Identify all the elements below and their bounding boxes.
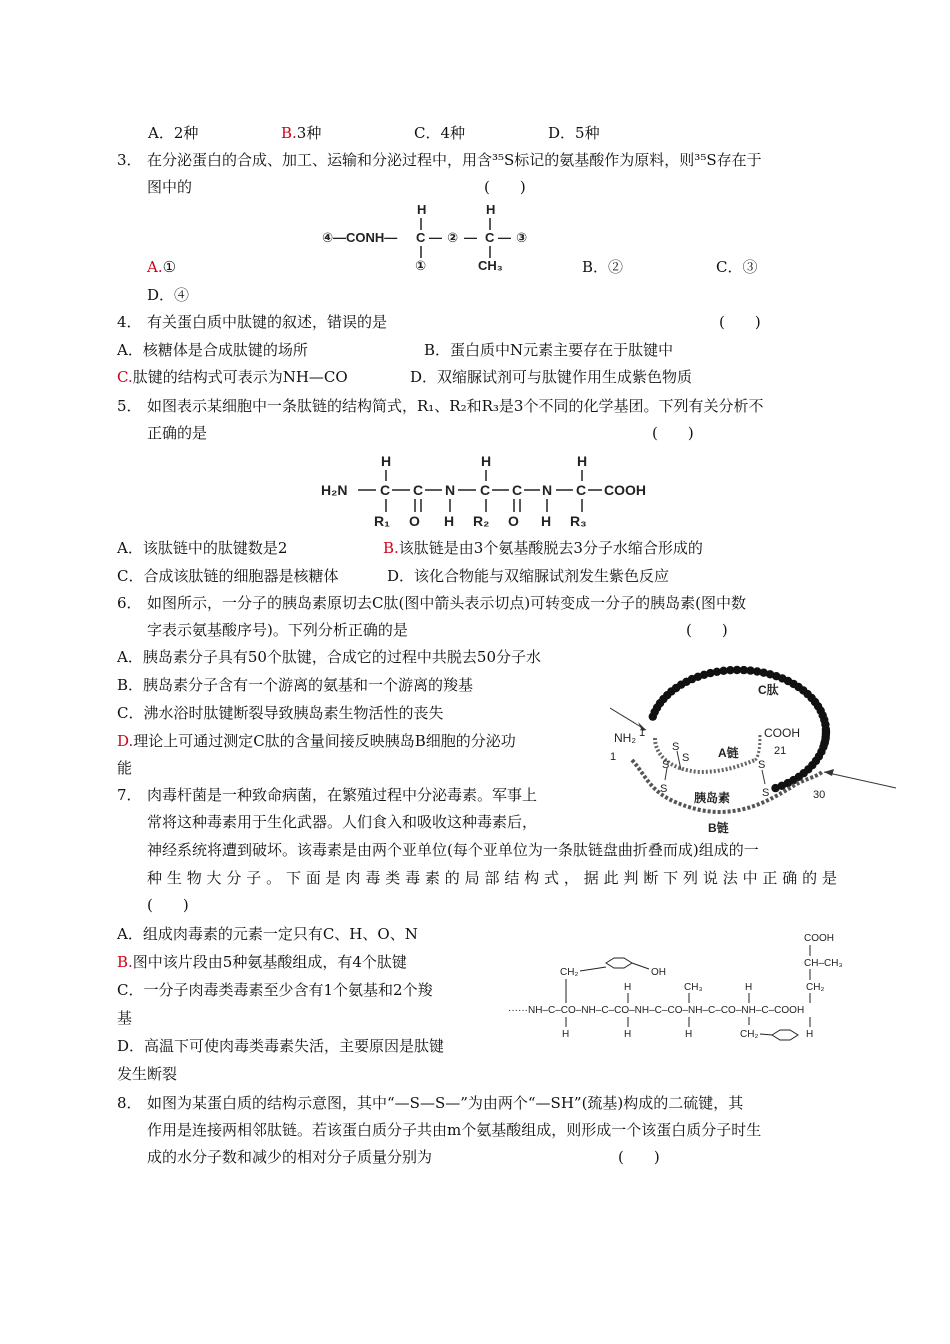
q6-option-d-continued: 能 [117, 759, 133, 777]
q6-option-a: A．胰岛素分子具有50个肽键，合成它的过程中共脱去50分子水 [117, 648, 542, 666]
toxin-phenol-ring [606, 958, 632, 968]
q5-option-b [383, 538, 703, 558]
q8-stem-line1: 如图为某蛋白质的结构示意图，其中“—S—S—”为由两个“—SH”(巯基)构成的二硫键，其 [147, 1094, 744, 1112]
q5-r2: R₂ [473, 513, 490, 529]
q5-r3: R₃ [570, 513, 587, 529]
fig-21-label: 21 [774, 745, 787, 757]
q5-c-5: C [576, 482, 587, 498]
q5-h-2: H [481, 453, 492, 469]
toxin-h-6: H [806, 1029, 814, 1040]
a-chain-path [655, 738, 755, 772]
fig-nh2-label: NH₂ [614, 731, 636, 745]
q6-insulin-figure [610, 660, 900, 840]
q8-answer-paren: ( ) [618, 1148, 660, 1166]
q6-option-d-text: 理论上可通过测定C肽的含量间接反映胰岛B细胞的分泌功 [133, 732, 516, 750]
q5-h-3: H [577, 453, 588, 469]
q5-c-1: C [380, 482, 391, 498]
toxin-ch2-1: CH₂ [560, 967, 579, 978]
q4-option-c-letter: C. [117, 368, 133, 386]
q7-option-d-continued: 发生断裂 [117, 1065, 178, 1083]
fig-s-6: S [762, 787, 770, 799]
q3-struct-h2: H [486, 202, 496, 217]
fig-b-chain-label: B链 [708, 821, 729, 835]
q6-option-b: B．胰岛素分子含有一个游离的氨基和一个游离的羧基 [117, 676, 474, 694]
q6-stem-line2: 字表示氨基酸序号)。下列分析正确的是 [147, 621, 408, 639]
toxin-ch2-2: CH₂ [806, 982, 825, 993]
q8-stem-line2: 作用是连接两相邻肽链。若该蛋白质分子共由m个氨基酸组成，则形成一个该蛋白质分子时生 [147, 1121, 762, 1139]
q5-peptide-structure [318, 450, 668, 532]
q3-number: 3． [117, 151, 142, 169]
toxin-ch3: CH₃ [684, 982, 703, 993]
q6-stem-line1: 如图所示，一分子的胰岛素原切去C肽(图中箭头表示切点)可转变成一分子的胰岛素(图中数 [147, 594, 747, 612]
q3-struct-c-right: C [485, 230, 495, 245]
fig-c-peptide-label: C肽 [758, 683, 779, 697]
q7-number: 7． [117, 786, 142, 804]
q3-option-a [147, 257, 176, 277]
q7-option-b-letter: B. [117, 953, 133, 971]
q8-stem-line3: 成的水分子数和减少的相对分子质量分别为 [147, 1148, 433, 1166]
c-peptide-bead-chain [649, 666, 831, 793]
q7-toxin-structure [508, 925, 858, 1055]
fig-insulin-label: 胰岛素 [694, 791, 731, 805]
q4-option-c-text: 肽键的结构式可表示为NH—CO [132, 368, 348, 386]
q4-option-b: B．蛋白质中N元素主要存在于肽键中 [424, 341, 674, 359]
q5-r1: R₁ [374, 513, 390, 529]
q7-option-b-text: 图中该片段由5种氨基酸组成，有4个肽键 [132, 953, 407, 971]
q7-stem-line2: 常将这种毒素用于生化武器。人们食入和吸收这种毒素后， [147, 813, 538, 831]
q6-option-d-letter: D. [117, 732, 134, 750]
toxin-ch2-3: CH₂ [740, 1029, 759, 1040]
q3-struct-h1: H [417, 202, 427, 217]
q3-option-b: B．② [582, 258, 624, 276]
fig-one-left: 1 [610, 751, 617, 763]
q5-h-4: H [444, 513, 455, 529]
q3-option-c: C．③ [716, 258, 758, 276]
c-peptide-bead [771, 784, 779, 792]
q3-struct-ch3: CH₃ [478, 258, 503, 273]
q3-option-a-letter: A. [147, 258, 163, 276]
q5-n-1: N [445, 482, 456, 498]
q5-c-4: C [512, 482, 523, 498]
q7-option-c-continued: 基 [117, 1009, 133, 1027]
q7-option-b [117, 952, 407, 972]
fig-cooh-label: COOH [764, 726, 800, 740]
q5-stem-line2: 正确的是 [147, 424, 208, 442]
toxin-cooh-top: COOH [804, 933, 834, 944]
q7-stem-line4: 种生物大分子。下面是肉毒类毒素的局部结构式，据此判断下列说法中正确的是 [147, 869, 837, 887]
q5-cooh: COOH [604, 482, 646, 498]
q6-number: 6． [117, 594, 142, 612]
fig-30-label: 30 [813, 789, 826, 801]
q4-number: 4． [117, 313, 142, 331]
q2-option-b-text: 3种 [296, 124, 322, 142]
toxin-backbone: ······NH–C–CO–NH–C–CO–NH–C–CO–NH–C–CO–NH–C–COOH [508, 1005, 805, 1016]
q5-c-3: C [480, 482, 491, 498]
q5-n-2: N [542, 482, 553, 498]
q5-h-5: H [541, 513, 552, 529]
q5-option-b-text: 该肽链是由3个氨基酸脱去3分子水缩合形成的 [398, 539, 703, 557]
q7-option-d: D．高温下可使肉毒类毒素失活，主要原因是肽键 [117, 1037, 445, 1055]
toxin-h-1: H [624, 982, 632, 993]
q5-number: 5． [117, 397, 142, 415]
toxin-chch3: CH–CH₃ [804, 958, 843, 969]
q4-stem: 有关蛋白质中肽键的叙述，错误的是 [147, 313, 388, 331]
toxin-h-5: H [685, 1029, 693, 1040]
q2-option-b [281, 123, 321, 143]
q7-option-a: A．组成肉毒素的元素一定只有C、H、O、N [117, 925, 418, 943]
q4-option-c [117, 367, 348, 387]
q5-o-1: O [409, 513, 420, 529]
q5-stem-line1: 如图表示某细胞中一条肽链的结构简式，R₁、R₂和R₃是3个不同的化学基团。下列有关分析不 [147, 397, 764, 415]
q3-stem-line1: 在分泌蛋白的合成、加工、运输和分泌过程中，用含³⁵S标记的氨基酸作为原料，则³⁵S存在于 [147, 151, 762, 169]
q3-struct-c1: C [416, 230, 426, 245]
q5-h-1: H [381, 453, 392, 469]
q5-option-b-letter: B. [383, 539, 399, 557]
q2-option-d: D．5种 [548, 124, 600, 142]
q7-stem-line3: 神经系统将遭到破坏。该毒素是由两个亚单位(每个亚单位为一条肽链盘曲折叠而成)组成的一 [147, 841, 759, 859]
q3-structure-diagram [320, 200, 560, 276]
q5-answer-paren: ( ) [652, 424, 694, 442]
q5-c-2: C [413, 482, 424, 498]
q3-option-a-text: ① [162, 258, 177, 276]
q2-option-c: C．4种 [414, 124, 466, 142]
q7-answer-paren: ( ) [147, 896, 189, 914]
fig-s-5: S [758, 759, 766, 771]
fig-s-4: S [660, 783, 668, 795]
fig-s-3: S [662, 759, 670, 771]
toxin-oh: OH [651, 967, 666, 978]
fig-one-top: 1 [639, 727, 646, 739]
q6-option-c: C．沸水浴时肽键断裂导致胰岛素生物活性的丧失 [117, 704, 444, 722]
q3-struct-c1-below: ① [415, 258, 427, 273]
q3-answer-paren: ( ) [484, 178, 526, 196]
svg-text:—: — [464, 230, 477, 245]
q3-stem-line2: 图中的 [147, 178, 193, 196]
fig-a-chain-label: A链 [718, 746, 739, 760]
toxin-h-4: H [624, 1029, 632, 1040]
q2-option-a: A．2种 [148, 124, 199, 142]
q5-option-a: A．该肽链中的肽键数是2 [117, 539, 288, 557]
q6-option-d [117, 731, 516, 751]
q4-option-d: D．双缩脲试剂可与肽键作用生成紫色物质 [410, 368, 693, 386]
q4-answer-paren: ( ) [719, 313, 761, 331]
q3-struct-c3: ③ [516, 230, 528, 245]
svg-text:—: — [429, 230, 442, 245]
q5-option-d: D．该化合物能与双缩脲试剂发生紫色反应 [387, 567, 670, 585]
q5-h2n: H₂N [321, 482, 348, 498]
q6-answer-paren: ( ) [686, 621, 728, 639]
q3-option-d: D．④ [147, 286, 190, 304]
q3-struct-c2: ② [447, 230, 459, 245]
toxin-h-2: H [745, 982, 753, 993]
toxin-benzene-ring [772, 1030, 798, 1040]
fig-s-2: S [682, 752, 690, 764]
q8-number: 8． [117, 1094, 142, 1112]
q4-option-a: A．核糖体是合成肽键的场所 [117, 341, 308, 359]
q7-option-c: C．一分子肉毒类毒素至少含有1个氨基和2个羧 [117, 981, 433, 999]
q2-option-b-letter: B. [281, 124, 297, 142]
toxin-h-3: H [562, 1029, 570, 1040]
q7-stem-line1: 肉毒杆菌是一种致命病菌，在繁殖过程中分泌毒素。军事上 [147, 786, 538, 804]
q5-option-c: C．合成该肽链的细胞器是核糖体 [117, 567, 339, 585]
svg-text:—: — [498, 230, 511, 245]
q3-struct-left: ④—CONH— [322, 230, 398, 245]
fig-s-1: S [672, 741, 680, 753]
q5-o-2: O [508, 513, 519, 529]
